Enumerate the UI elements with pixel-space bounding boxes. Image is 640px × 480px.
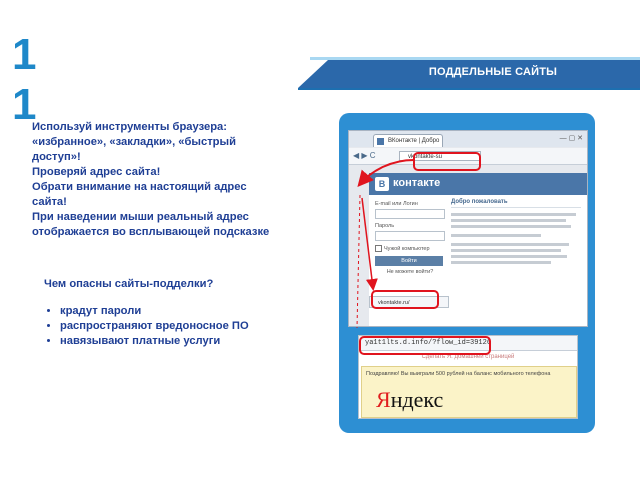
browser-toolbar	[349, 148, 587, 165]
tip-line: доступ»!	[32, 151, 81, 163]
status-url-tooltip: vkontakte.ru/	[369, 296, 449, 308]
tip-line: Используй инструменты браузера:	[32, 121, 227, 133]
header-banner	[298, 60, 640, 88]
text-line	[451, 225, 571, 228]
promo-banner	[361, 366, 577, 418]
homepage-warning: Сделать Я. домашней страницей	[421, 354, 515, 360]
window-controls: — ▢ ✕	[559, 135, 583, 142]
remember-label: Чужой компьютер	[384, 245, 430, 252]
password-label: Пароль	[375, 223, 395, 229]
tip-line: Обрати внимание на настоящий адрес	[32, 181, 247, 193]
forgot-link: Не можете войти?	[386, 269, 434, 275]
vk-header	[369, 173, 587, 195]
tip-line: Проверяй адрес сайта!	[32, 166, 161, 178]
yandex-logo-rest: ндекс	[390, 387, 444, 412]
tab-title: ВКонтакте | Добро	[388, 138, 440, 144]
tip-line: «избранное», «закладки», «быстрый	[32, 136, 236, 148]
danger-item: • крадут пароли	[60, 304, 324, 319]
login-field	[375, 209, 445, 219]
welcome-text	[451, 213, 581, 267]
promo-text: Поздравляю! Вы выиграли 500 рублей на баланс мобильного телефона	[366, 371, 551, 377]
page-title: ПОДДЕЛЬНЫЕ САЙТЫ	[428, 66, 558, 78]
text-line	[451, 213, 576, 216]
danger-list	[44, 304, 324, 349]
fake-address-field: vkontakte-su	[399, 151, 481, 161]
fake-yandex-screenshot	[358, 335, 578, 419]
danger-item: • распространяют вредоносное ПО	[60, 319, 324, 334]
text-line	[451, 249, 561, 252]
login-label: E-mail или Логин	[375, 201, 418, 207]
fake-yandex-address: ya1t1lts.d.info/?flow_id=39126	[359, 336, 578, 351]
tip-line: При наведении мыши реальный адрес	[32, 211, 249, 223]
password-field	[375, 231, 445, 241]
vk-favicon-icon	[377, 138, 384, 145]
danger-section	[44, 278, 324, 349]
slide-number: 11	[12, 30, 37, 129]
welcome-heading: Добро пожаловать	[451, 199, 581, 208]
tip-line: отображается во всплывающей подсказке	[32, 226, 270, 238]
text-line	[451, 234, 541, 237]
tips-text	[32, 120, 317, 240]
vk-logo-icon: B	[375, 177, 389, 191]
banner-underline	[298, 88, 640, 90]
vk-brand: контакте	[393, 177, 441, 189]
danger-question: Чем опасны сайты-подделки?	[44, 278, 214, 290]
text-line	[451, 219, 566, 222]
yandex-logo	[376, 387, 443, 413]
fake-vk-screenshot	[348, 130, 588, 327]
login-form	[375, 201, 445, 275]
text-line	[451, 243, 569, 246]
remember-row	[375, 245, 445, 252]
checkbox-icon	[375, 245, 382, 252]
danger-item: • навязывают платные услуги	[60, 334, 324, 349]
text-line	[451, 261, 551, 264]
yandex-logo-first: Я	[376, 387, 391, 412]
text-line	[451, 255, 567, 258]
nav-arrows-icon: ◀ ▶ C	[353, 151, 376, 160]
login-button: Войти	[375, 256, 443, 266]
browser-tab	[373, 134, 443, 147]
tip-line: сайта!	[32, 196, 67, 208]
browser-tabbar	[349, 131, 587, 147]
